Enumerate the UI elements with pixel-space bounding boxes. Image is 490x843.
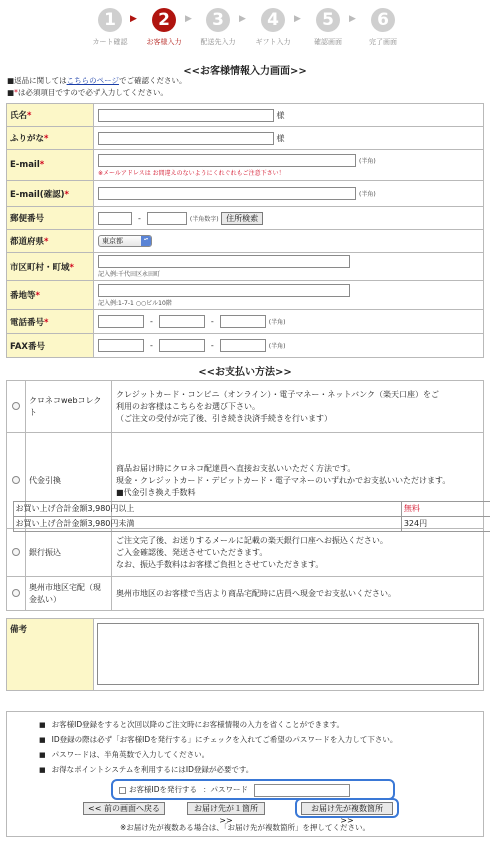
prefecture-select[interactable]: 東京都 ▴▾ bbox=[98, 235, 152, 247]
step-confirm bbox=[300, 8, 356, 47]
customer-form-table: 氏名* 様 ふりがな* 様 E-mail* (半角) ※メールアドレスは お間違えのないようにくれぐれもご注意下さい！ E-mail(確認)* (半角) 郵便番号 - (半角数字) 住所検索 都道府県* 東京都 ▴▾ 市区町村・町域* 記入例:千代田区永田町 番地等* 記入例:1-7-1 ○○ビル10階 電話番号* - - (半角) FAX番号 - - (半角) bbox=[6, 103, 484, 358]
payment-radio-local-delivery[interactable] bbox=[12, 589, 20, 597]
return-note: ■返品に関してはこちらのページでご確認ください。 bbox=[7, 76, 187, 85]
payment-radio-cod[interactable] bbox=[12, 476, 20, 484]
postal-label: 郵便番号 bbox=[7, 207, 94, 230]
cod-fee-table: お買い上げ合計金額3,980円以上 無料 お買い上げ合計金額3,980円未満 324円 bbox=[13, 501, 490, 532]
street-label: 番地等* bbox=[7, 281, 94, 310]
step-number: 6 bbox=[371, 8, 395, 32]
city-input[interactable] bbox=[98, 255, 350, 268]
cod-fee-title: ■代金引き換え手数料 bbox=[116, 487, 196, 497]
step-gift bbox=[245, 8, 301, 47]
fax-first-input[interactable] bbox=[98, 339, 144, 352]
payment-name: 銀行振込 bbox=[26, 529, 112, 577]
name-suffix: 様 bbox=[276, 110, 285, 120]
postal-first-input[interactable] bbox=[98, 212, 132, 225]
registration-box bbox=[6, 711, 484, 837]
email-input[interactable] bbox=[98, 154, 356, 167]
address-search-button[interactable]: 住所検索 bbox=[221, 212, 263, 225]
city-hint: 記入例:千代田区永田町 bbox=[98, 271, 161, 278]
phone-label: 電話番号* bbox=[7, 310, 94, 334]
payment-name: 奥州市地区宅配（現 金払い） bbox=[26, 577, 112, 611]
arrow-right-icon: ▶ bbox=[349, 14, 356, 24]
step-label: 確認画面 bbox=[314, 38, 342, 46]
step-complete bbox=[355, 8, 411, 47]
email-unit: (半角) bbox=[359, 157, 376, 165]
phone-second-input[interactable] bbox=[159, 315, 205, 328]
step-number: 2 bbox=[152, 8, 176, 32]
arrow-right-icon: ▶ bbox=[239, 14, 246, 24]
step-label: ギフト入力 bbox=[255, 38, 291, 46]
payment-option-webcollect: クロネコwebコレクト クレジットカード・コンビニ（オンライン）・電子マネー・ネットバンク（楽天口座）をご 利用のお客様はこちらをお選び下さい。 （ご注文の受付が完了後、引き続き決済手続きを行います） bbox=[7, 381, 484, 433]
issue-id-checkbox[interactable] bbox=[119, 787, 126, 794]
step-number: 1 bbox=[98, 8, 122, 32]
step-label: 配送先入力 bbox=[200, 38, 236, 46]
email-confirm-input[interactable] bbox=[98, 187, 356, 200]
payment-option-cod: 代金引換 商品お届け時にクロネコ配達員へ直接お支払いいただく方法です。 現金・クレジットカード・デビットカード・電子マネーのいずれかでお支払いいただけます。 ■代金引き換え手数料 お買い上げ合計金額3,980円以上 無料 お買い上げ合計金額3,980円未満 324円 bbox=[7, 433, 484, 529]
remarks-label: 備考 bbox=[7, 619, 94, 691]
furigana-input[interactable] bbox=[98, 132, 274, 145]
remarks-textarea[interactable] bbox=[97, 623, 479, 685]
email-warning: ※メールアドレスは お間違えのないようにくれぐれもご注意下さい！ bbox=[98, 169, 285, 177]
return-policy-link[interactable]: こちらのページ bbox=[66, 76, 119, 85]
back-button[interactable]: << 前の画面へ戻る bbox=[83, 802, 165, 815]
registration-info-line: ■ お客様ID登録をすると次回以降のご注文時にお客様情報の入力を省くことができます。 bbox=[39, 720, 345, 729]
step-label: カート確認 bbox=[92, 38, 128, 46]
required-mark: * bbox=[14, 88, 18, 97]
single-destination-button[interactable]: お届け先が１箇所 >> bbox=[187, 802, 265, 815]
prefecture-label: 都道府県* bbox=[7, 230, 94, 253]
name-input[interactable] bbox=[98, 109, 274, 122]
payment-radio-bank[interactable] bbox=[12, 548, 20, 556]
multi-destination-note: ※お届け先が複数ある場合は、「お届け先が複数箇所」を押してください。 bbox=[119, 823, 371, 832]
email-confirm-label: E-mail(確認)* bbox=[7, 181, 94, 207]
progress-steps bbox=[82, 8, 412, 48]
payment-option-local-delivery: 奥州市地区宅配（現 金払い） 奥州市地区のお客様で当店より商品宅配時に店員へ現金でお支払いください。 bbox=[7, 577, 484, 611]
step-label: お客様入力 bbox=[146, 38, 182, 46]
payment-methods-table bbox=[6, 380, 484, 611]
arrow-right-icon: ▶ bbox=[294, 14, 301, 24]
phone-unit: (半角) bbox=[268, 319, 286, 326]
arrow-right-icon: ▶ bbox=[130, 14, 137, 24]
postal-second-input[interactable] bbox=[147, 212, 187, 225]
payment-radio-webcollect[interactable] bbox=[12, 402, 20, 410]
step-number: 5 bbox=[316, 8, 340, 32]
remarks-table bbox=[6, 618, 484, 691]
issue-id-label: お客様IDを発行する bbox=[129, 785, 197, 794]
street-hint: 記入例:1-7-1 ○○ビル10階 bbox=[98, 299, 172, 307]
id-issue-row bbox=[119, 783, 350, 797]
customer-section-title: <<お客様情報入力画面>> bbox=[183, 66, 307, 77]
password-input[interactable] bbox=[254, 784, 350, 797]
payment-name: 代金引換 bbox=[26, 433, 112, 529]
fax-label: FAX番号 bbox=[7, 334, 94, 358]
fax-unit: (半角) bbox=[268, 343, 286, 350]
step-number: 4 bbox=[261, 8, 285, 32]
registration-info-line: ■ パスワードは、半角英数で入力してください。 bbox=[39, 750, 210, 759]
step-label: 完了画面 bbox=[369, 38, 397, 46]
phone-third-input[interactable] bbox=[220, 315, 266, 328]
step-delivery bbox=[190, 8, 246, 47]
street-input[interactable] bbox=[98, 284, 350, 297]
step-number: 3 bbox=[206, 8, 230, 32]
name-label: 氏名* bbox=[7, 104, 94, 127]
payment-option-bank: 銀行振込 ご注文完了後、お送りするメールに記載の楽天銀行口座へお振込ください。 ご入金確認後、発送させていただきます。 なお、振込手数料はお客様ご負担とさせていただきます。 bbox=[7, 529, 484, 577]
furigana-suffix: 様 bbox=[276, 133, 285, 143]
furigana-label: ふりがな* bbox=[7, 127, 94, 150]
fax-third-input[interactable] bbox=[220, 339, 266, 352]
arrow-right-icon: ▶ bbox=[185, 14, 192, 24]
phone-first-input[interactable] bbox=[98, 315, 144, 328]
email-confirm-unit: (半角) bbox=[359, 191, 376, 198]
city-label: 市区町村・町域* bbox=[7, 253, 94, 281]
password-label: ：パスワード bbox=[203, 785, 248, 794]
email-label: E-mail* bbox=[7, 150, 94, 181]
fax-second-input[interactable] bbox=[159, 339, 205, 352]
multi-destination-button[interactable]: お届け先が複数箇所 >> bbox=[301, 802, 393, 815]
payment-name: クロネコwebコレクト bbox=[26, 381, 112, 433]
postal-unit: (半角数字) bbox=[189, 215, 219, 223]
registration-info-line: ■ お得なポイントシステムを利用するにはID登録が必要です。 bbox=[39, 765, 254, 774]
required-note: ■*は必須項目ですので必ず入力してください。 bbox=[7, 88, 168, 97]
payment-section-title: <<お支払い方法>> bbox=[198, 367, 292, 378]
registration-info-line: ■ ID登録の際は必ず「お客様IDを発行する」にチェックを入れてご希望のパスワードを入力して下さい。 bbox=[39, 735, 398, 744]
step-customer-input bbox=[136, 8, 192, 47]
